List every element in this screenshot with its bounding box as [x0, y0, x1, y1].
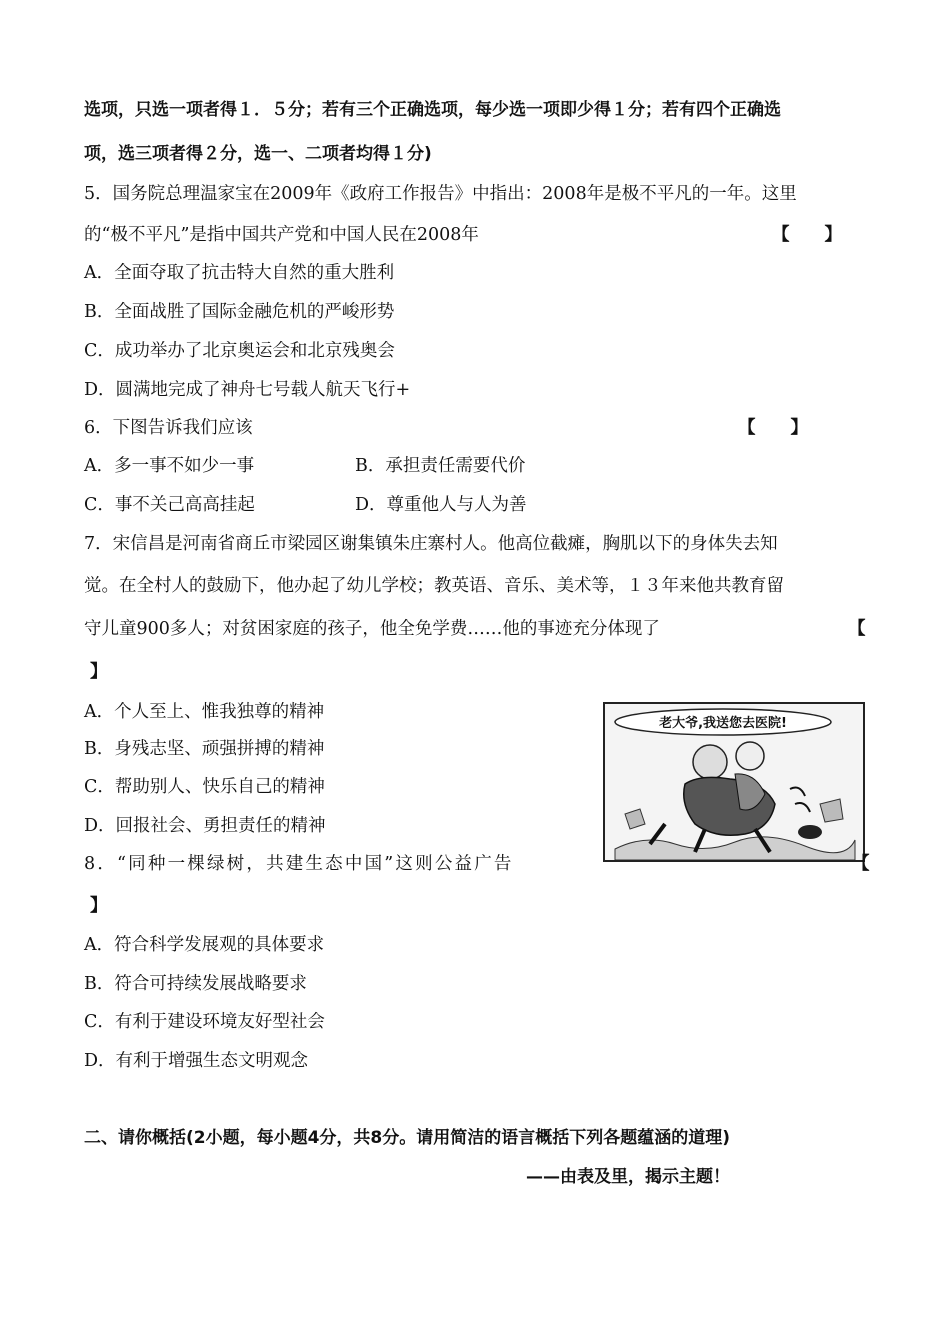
q8-bracket-close: 】: [90, 896, 108, 916]
q7-option-b: B．身残志坚、顽强拼搏的精神: [84, 739, 325, 759]
q8-stem: 8．“同种一棵绿树，共建生态中国”这则公益广告: [84, 854, 514, 874]
q5-stem-line-1: 5．国务院总理温家宝在2009年《政府工作报告》中指出：2008年是极不平凡的一年。这里: [84, 184, 797, 204]
q8-bracket-open: 【: [852, 854, 870, 874]
cartoon-caption: 老大爷,我送您去医院!: [659, 716, 787, 731]
q5-stem-line-2: 的“极不平凡”是指中国共产党和中国人民在2008年: [84, 225, 479, 245]
q6-option-a: A．多一事不如少一事: [84, 456, 255, 476]
q8-option-a: A．符合科学发展观的具体要求: [84, 935, 325, 955]
q5-option-d: D．圆满地完成了神舟七号载人航天飞行+: [84, 380, 411, 400]
q5-option-a: A．全面夺取了抗击特大自然的重大胜利: [84, 263, 395, 283]
section-2-subtitle: ——由表及里，揭示主题！: [526, 1167, 730, 1187]
section-2-title: 二、请你概括(2小题，每小题4分，共8分。请用简洁的语言概括下列各题蕴涵的道理): [84, 1128, 731, 1148]
q8-option-b: B．符合可持续发展战略要求: [84, 974, 307, 994]
q7-option-a: A．个人至上、惟我独尊的精神: [84, 702, 325, 722]
q7-option-c: C．帮助别人、快乐自己的精神: [84, 777, 325, 797]
q7-stem-line-1: 7．宋信昌是河南省商丘市梁园区谢集镇朱庄寨村人。他高位截瘫，胸肌以下的身体失去知: [84, 534, 778, 554]
cartoon-drawing: [605, 704, 863, 860]
q5-answer-bracket: 【 】: [772, 225, 842, 245]
q6-stem: 6．下图告诉我们应该: [84, 418, 253, 438]
q7-stem-line-3: 守儿童900多人；对贫困家庭的孩子，他全免学费……他的事迹充分体现了: [84, 619, 660, 639]
q6-option-c: C．事不关己高高挂起: [84, 495, 255, 515]
q8-option-d: D．有利于增强生态文明观念: [84, 1051, 309, 1071]
q5-option-b: B．全面战胜了国际金融危机的严峻形势: [84, 302, 395, 322]
q7-bracket-open: 【: [848, 619, 866, 639]
intro-line-2: 项，选三项者得２分，选一、二项者均得１分): [84, 144, 432, 164]
q7-stem-line-2: 觉。在全村人的鼓励下，他办起了幼儿学校；教英语、音乐、美术等，１３年来他共教育留: [84, 576, 784, 596]
q7-option-d: D．回报社会、勇担责任的精神: [84, 816, 326, 836]
intro-line-1: 选项，只选一项者得１．５分；若有三个正确选项，每少选一项即少得１分；若有四个正确选: [84, 100, 781, 120]
q7-bracket-close: 】: [90, 662, 108, 682]
q5-option-c: C．成功举办了北京奥运会和北京残奥会: [84, 341, 395, 361]
q6-option-d: D．尊重他人与人为善: [355, 495, 527, 515]
q6-option-b: B．承担责任需要代价: [355, 456, 526, 476]
q8-option-c: C．有利于建设环境友好型社会: [84, 1012, 325, 1032]
cartoon-illustration: [603, 702, 865, 862]
q6-answer-bracket: 【 】: [738, 418, 808, 438]
